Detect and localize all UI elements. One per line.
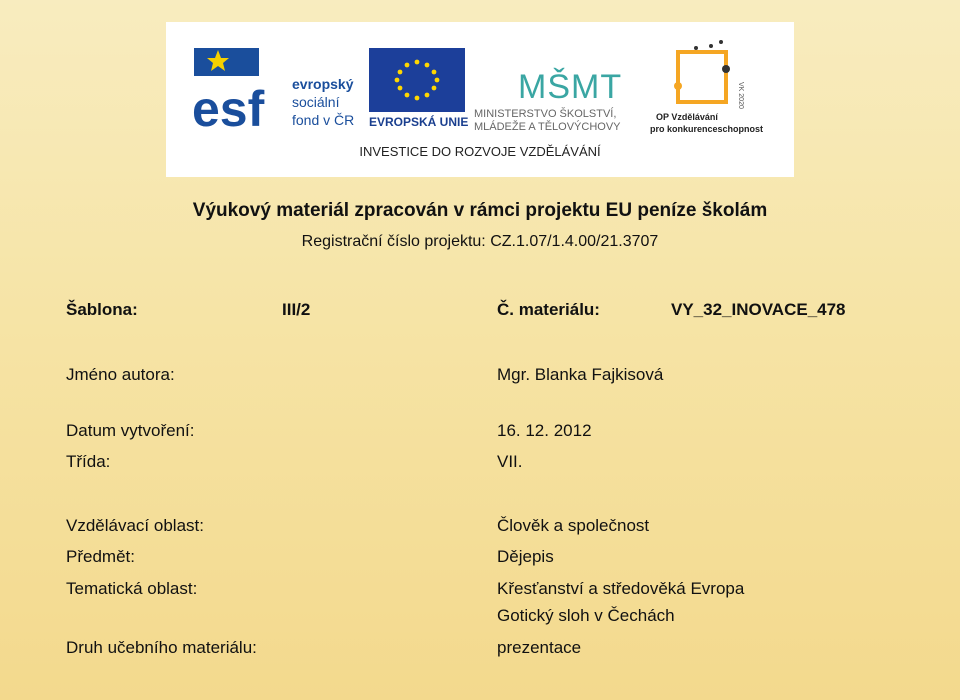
date-value: 16. 12. 2012 [497,421,592,440]
msmt-line1: MINISTERSTVO ŠKOLSTVÍ, [474,108,617,120]
registration-number: Registrační číslo projektu: CZ.1.07/1.4.00/21.3707 [301,233,659,250]
msmt-logo-text: MŠMT [518,68,623,106]
banner-footer-text: INVESTICE DO ROZVOJE VZDĚLÁVÁNÍ [359,144,601,159]
theme-value-2: Gotický sloh v Čechách [497,606,675,625]
sablona-value: III/2 [282,300,311,319]
theme-label: Tematická oblast: [66,579,198,598]
msmt-logo [474,68,622,133]
esf-logo [192,48,354,137]
esf-line3: fond v ČR [292,112,355,128]
eu-flag-icon [369,48,465,112]
material-label: Č. materiálu: [497,300,600,319]
op-line2: pro konkurenceschopnost [650,124,764,134]
class-value: VII. [497,452,523,471]
logo-banner-graphic [166,22,794,177]
class-label: Třída: [66,452,111,471]
eu-caption: EVROPSKÁ UNIE [369,115,469,129]
material-value: VY_32_INOVACE_478 [671,300,846,319]
subject-value: Dějepis [497,547,554,566]
eu-logo [369,48,468,129]
esf-line2: sociální [292,94,340,110]
op-line1: OP Vzdělávání [656,112,718,122]
theme-value-1: Křesťanství a středověká Evropa [497,579,745,598]
sablona-label: Šablona: [66,300,138,319]
esf-line1: evropský [292,76,354,92]
author-value: Mgr. Blanka Fajkisová [497,365,664,384]
date-label: Datum vytvoření: [66,421,195,440]
subject-label: Předmět: [66,547,135,566]
area-value: Člověk a společnost [497,516,650,535]
material-type-label: Druh učebního materiálu: [66,638,257,657]
area-label: Vzdělávací oblast: [66,516,204,535]
author-label: Jméno autora: [66,365,175,384]
page-title: Výukový materiál zpracován v rámci projektu EU peníze školám [192,200,768,221]
logo-banner [166,22,794,177]
esf-logo-text: esf [192,81,265,137]
material-type-value: prezentace [497,638,582,657]
op-logo [650,40,763,134]
msmt-line2: MLÁDEŽE A TĚLOVÝCHOVY [474,121,621,133]
op-badge: VK 2020 [737,82,744,109]
